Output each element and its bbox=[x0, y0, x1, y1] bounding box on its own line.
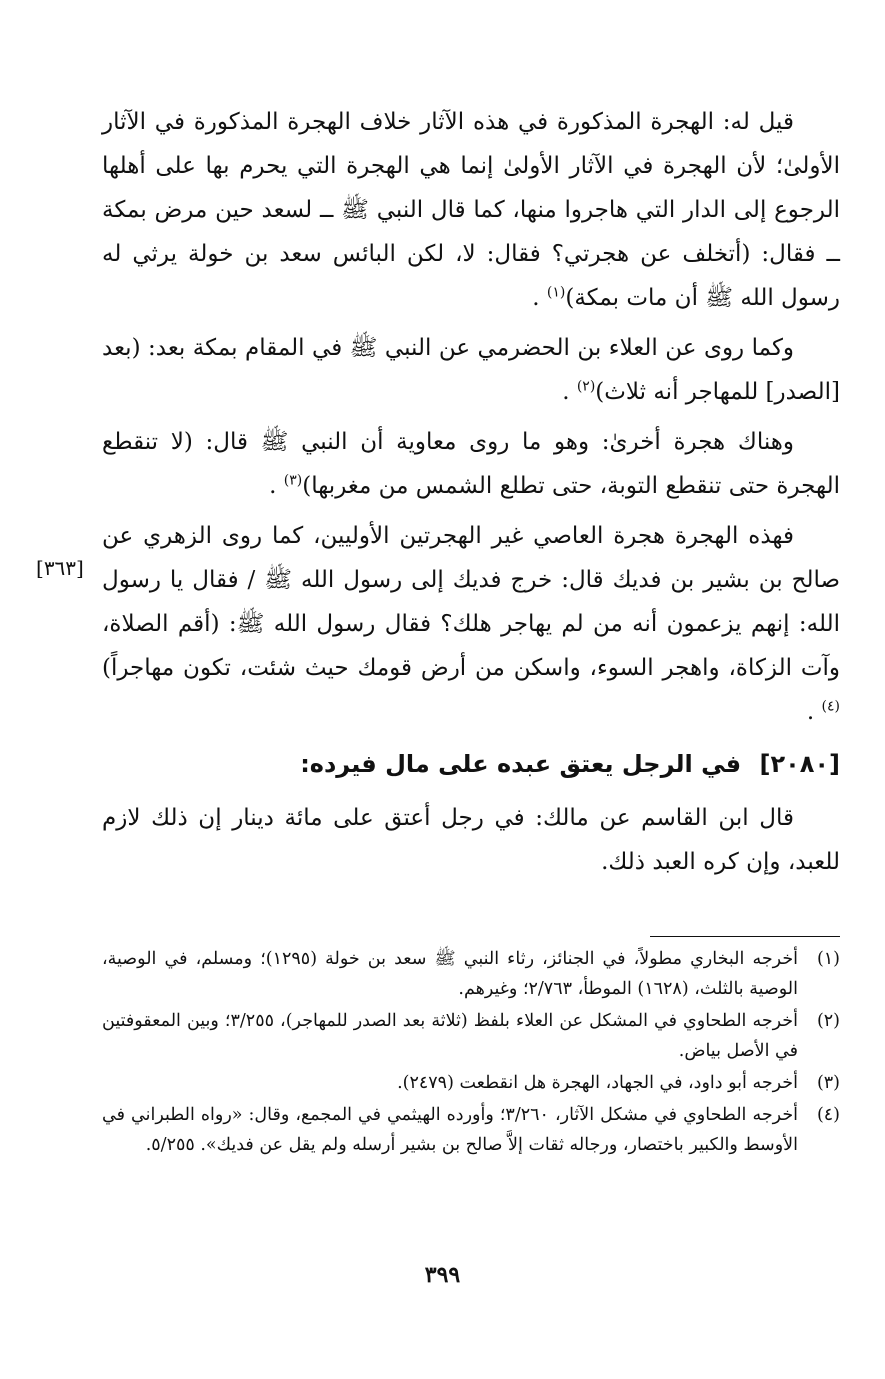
footnote-3 bbox=[102, 1068, 840, 1098]
paragraph-2: وكما روى عن العلاء بن الحضرمي عن النبي ﷺ في المقام بمكة بعد: (بعد [الصدر] للمهاجر أنه ثلاث)$^{(٢)}$ . bbox=[102, 335, 840, 405]
footnote-text: أخرجه البخاري مطولاً، في الجنائز، رثاء النبي ﷺ سعد بن خولة (١٢٩٥)؛ ومسلم، في الوصية، الوصية بالثلث، (١٦٢٨) الموطأ، ٢/٧٦٣؛ وغيرهم. bbox=[102, 949, 798, 999]
footnote-text: أخرجه الطحاوي في المشكل عن العلاء بلفظ (ثلاثة بعد الصدر للمهاجر)، ٣/٢٥٥؛ وبين المعقوفتين في الأصل بياض. bbox=[102, 1011, 798, 1061]
main-text bbox=[102, 100, 840, 890]
footnote-text: أخرجه الطحاوي في مشكل الآثار، ٣/٢٦٠؛ وأورده الهيثمي في المجمع، وقال: «رواه الطبراني في الأوسط والكبير باختصار، ورجاله ثقات إلاَّ صالح بن بشير أرسله ولم يقل عن فديك». ٥/٢٥٥. bbox=[102, 1105, 799, 1155]
footnote-number: (١) bbox=[816, 949, 840, 969]
page-number: ٣٩٩ bbox=[424, 1262, 461, 1288]
footnote-text: أخرجه أبو داود، في الجهاد، الهجرة هل انقطعت (٢٤٧٩). bbox=[397, 1073, 798, 1093]
paragraph-1: قيل له: الهجرة المذكورة في هذه الآثار خلاف الهجرة المذكورة في الآثار الأولىٰ؛ لأن الهجرة في الآثار الأولىٰ إنما هي الهجرة التي يحرم بها على أهلها الرجوع إلى الدار التي هاجروا منها، كما قال النبي ﷺ ــ لسعد حين مرض بمكة ــ فقال: (أتخلف عن هجرتي؟ فقال: لا، لكن البائس سعد بن خولة يرثي له رسول الله ﷺ أن مات بمكة)$^{(١)}$ . bbox=[102, 109, 840, 311]
footnote-ref-3[interactable]: (٣) bbox=[283, 472, 303, 489]
footnote-ref-2[interactable]: (٢) bbox=[576, 378, 596, 395]
footnote-divider bbox=[650, 936, 840, 937]
paragraph-3: وهناك هجرة أخرىٰ: وهو ما روى معاوية أن النبي ﷺ قال: (لا تنقطع الهجرة حتى تنقطع التوبة، حتى تطلع الشمس من مغربها)$^{(٣)}$ . bbox=[102, 429, 840, 499]
closing-paragraph: قال ابن القاسم عن مالك: في رجل أعتق على مائة دينار إن ذلك لازم للعبد، وإن كره العبد ذلك. bbox=[102, 805, 840, 875]
margin-page-reference: [٣٦٣] bbox=[36, 556, 84, 580]
footnote-number: (٣) bbox=[816, 1073, 840, 1093]
section-number: [٢٠٨٠] bbox=[759, 750, 840, 778]
footnote-ref-1[interactable]: (١) bbox=[546, 284, 566, 301]
footnotes bbox=[102, 944, 840, 1162]
footnote-4 bbox=[102, 1100, 840, 1160]
footnote-2 bbox=[102, 1006, 840, 1066]
footnote-number: (٤) bbox=[816, 1105, 840, 1125]
footnote-1 bbox=[102, 944, 840, 1004]
footnote-number: (٢) bbox=[816, 1011, 840, 1031]
section-title: في الرجل يعتق عبده على مال فيرده: bbox=[300, 750, 742, 778]
section-heading bbox=[102, 742, 840, 786]
footnote-ref-4[interactable]: (٤) bbox=[821, 698, 840, 715]
paragraph-4: فهذه الهجرة هجرة العاصي غير الهجرتين الأوليين، كما روى الزهري عن صالح بن بشير بن فديك قال: خرج فديك إلى رسول الله ﷺ / فقال يا رسول الله: إنهم يزعمون أنه من لم يهاجر هلك؟ فقال رسول الله ﷺ: (أقم الصلاة، وآت الزكاة، واهجر السوء، واسكن من أرض قومك حيث شئت، تكون مهاجراً)$^{(٤)}$ . bbox=[102, 523, 840, 725]
